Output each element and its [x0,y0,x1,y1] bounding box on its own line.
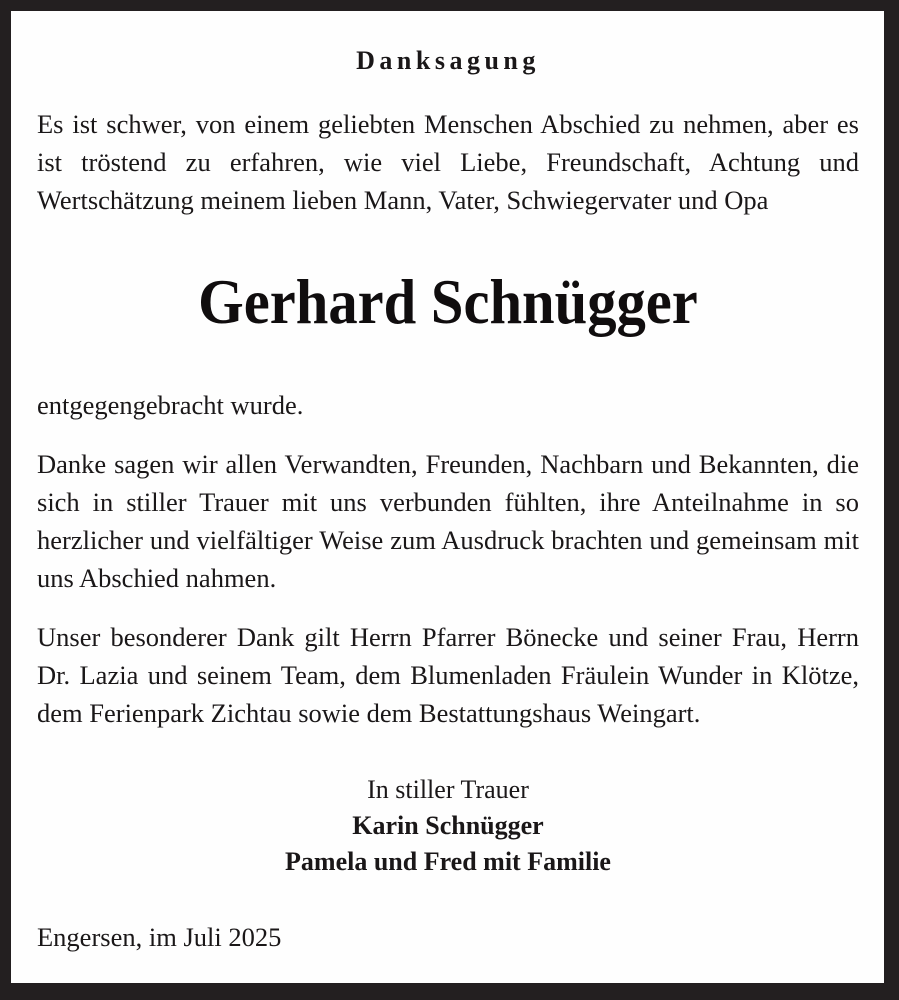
intro-paragraph: Es ist schwer, von einem geliebten Menschen Abschied zu nehmen, aber es ist tröstend zu erfahren, wie viel Liebe, Freundschaft, Achtung und Wertschätzung meinem lieben Mann, Vater, Schwiegervater und Opa [37,108,859,215]
signature-mourning-line: In stiller Trauer [367,774,529,804]
special-thanks-paragraph: Unser besonderer Dank gilt Herrn Pfarrer Bönecke und seiner Frau, Herrn Dr. Lazia und seinem Team, dem Blumenladen Fräulein Wunder in Klötze, dem Ferienpark Zichtau sowie dem Bestattungshaus Weingart. [37,621,859,728]
signature-block [37,732,859,880]
place-and-date: Engersen, im Juli 2025 [37,921,282,952]
page-title: Danksagung [356,46,540,75]
thanks-paragraph: Danke sagen wir allen Verwandten, Freunden, Nachbarn und Bekannten, die sich in stiller Trauer mit uns verbunden fühlten, ihre Anteilnahme in so herzlicher und vielfältiger Weise zum Ausdruck brachten und gemeinsam mit uns Abschied nahmen. [37,448,859,593]
signature-name-family: Pamela und Fred mit Familie [285,846,611,876]
obituary-notice [11,11,884,983]
intro-continuation: entgegengebracht wurde. [37,389,304,420]
deceased-name: Gerhard Schnügger [198,266,698,337]
signature-name-primary: Karin Schnügger [352,810,544,840]
